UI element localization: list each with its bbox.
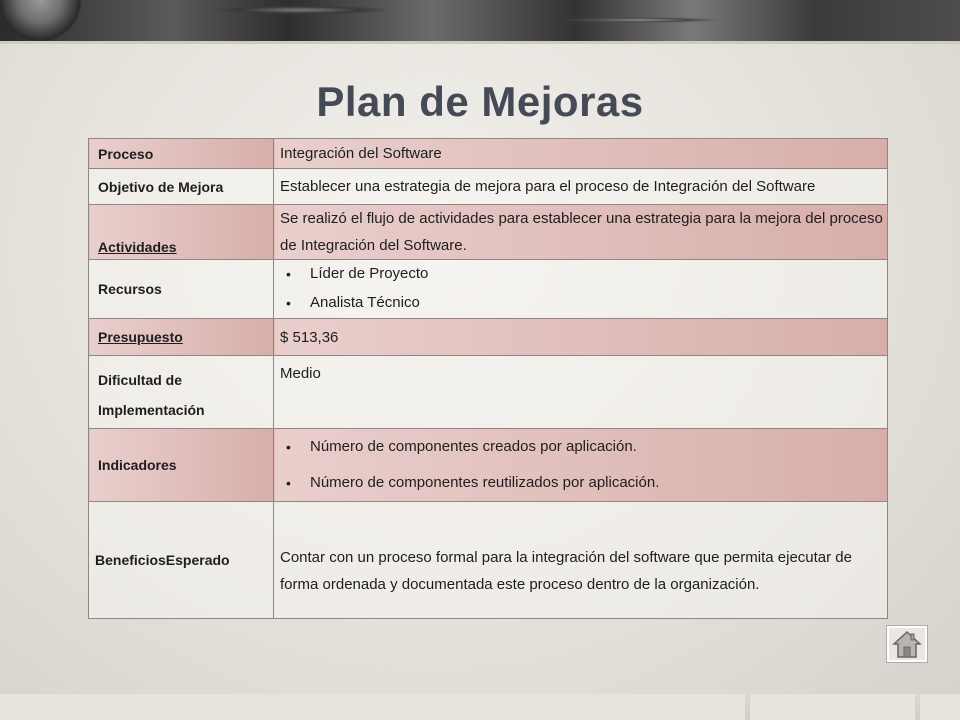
home-icon [892, 629, 922, 659]
row-value: $ 513,36 [274, 319, 888, 356]
row-value: Contar con un proceso formal para la integración del software que permita ejecutar de forma ordenada y documentada este proceso dentro de la organización. [274, 502, 888, 619]
row-label[interactable]: Presupuesto [98, 329, 183, 345]
list-item: • Líder de Proyecto [280, 260, 883, 288]
table-row-presupuesto [89, 319, 888, 356]
bullet-list [280, 429, 883, 501]
table-row-proceso [89, 139, 888, 169]
table-row-actividades [89, 205, 888, 260]
row-value: Establecer una estrategia de mejora para el proceso de Integración del Software [274, 169, 888, 205]
row-value: Integración del Software [274, 139, 888, 169]
row-label[interactable]: Actividades [98, 239, 177, 255]
list-item: • Analista Técnico [280, 288, 883, 318]
plan-table [88, 138, 888, 619]
row-label: Recursos [89, 260, 274, 319]
footer-segment [0, 694, 745, 720]
header-banner [0, 0, 960, 44]
table-row-objetivo [89, 169, 888, 205]
footer-segment [920, 694, 960, 720]
row-label: Proceso [89, 139, 274, 169]
list-item: • Número de componentes creados por aplicación. [280, 429, 883, 465]
list-item: • Número de componentes reutilizados por aplicación. [280, 465, 883, 501]
row-label: Dificultad de Implementación [89, 356, 274, 429]
table-row-recursos [89, 260, 888, 319]
bullet-list [280, 260, 883, 318]
page-title: Plan de Mejoras [316, 78, 644, 125]
footer-segment [750, 694, 915, 720]
table-row-dificultad [89, 356, 888, 429]
row-label: Objetivo de Mejora [89, 169, 274, 205]
row-label: Indicadores [89, 429, 274, 502]
home-button[interactable] [886, 625, 928, 663]
table-row-beneficios [89, 502, 888, 619]
footer-bar [0, 694, 960, 720]
table-row-indicadores [89, 429, 888, 502]
row-value: Medio [274, 356, 888, 429]
row-label: BeneficiosEsperado [89, 502, 274, 619]
row-value: Se realizó el flujo de actividades para establecer una estrategia para la mejora del proceso de Integración del Software. [274, 205, 888, 260]
